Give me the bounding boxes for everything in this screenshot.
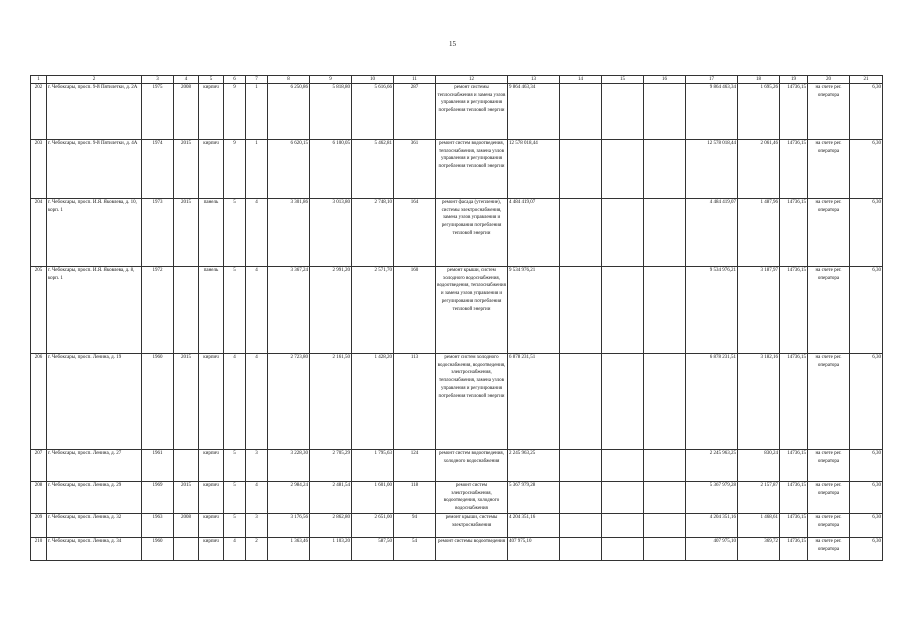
owned-area-cell: 2 571,70: [352, 267, 394, 354]
limit-cost-cell: 14736,15: [780, 267, 808, 354]
total-cost-cell: 6 878 231,51: [508, 354, 560, 450]
total-area-cell: 2 723,80: [268, 354, 310, 450]
residents-cell: 361: [394, 140, 436, 199]
col-number: 4: [174, 76, 199, 84]
floors-cell: 4: [224, 354, 246, 450]
wall-material-cell: кирпич: [199, 450, 224, 482]
funding-source-cell: на счете рег. оператора: [808, 354, 850, 450]
empty-cell: [644, 514, 686, 538]
term-cell: 6,30: [850, 267, 883, 354]
year-last-repair-cell: 2015: [174, 199, 199, 267]
wall-material-cell: кирпич: [199, 354, 224, 450]
year-built-cell: 1961: [142, 450, 174, 482]
row-number: 203: [31, 140, 47, 199]
owner-funds-cell: 9 864 463,34: [686, 84, 738, 140]
funding-source-cell: на счете рег. оператора: [808, 84, 850, 140]
table-row: [31, 538, 883, 561]
unit-cost-cell: 2 157,87: [738, 482, 780, 514]
works-cell: ремонт систем электроснабжения, водоотведения, холодного водоснабжения: [436, 482, 508, 514]
year-last-repair-cell: 2015: [174, 140, 199, 199]
year-built-cell: 1960: [142, 354, 174, 450]
floors-cell: 9: [224, 84, 246, 140]
empty-cell: [602, 199, 644, 267]
limit-cost-cell: 14736,15: [780, 538, 808, 561]
total-cost-cell: 12 578 018,44: [508, 140, 560, 199]
empty-cell: [560, 140, 602, 199]
owner-funds-cell: 12 578 018,44: [686, 140, 738, 199]
year-built-cell: 1975: [142, 84, 174, 140]
unit-cost-cell: 3 187,97: [738, 267, 780, 354]
year-last-repair-cell: [174, 450, 199, 482]
limit-cost-cell: 14736,15: [780, 199, 808, 267]
owned-area-cell: 1 601,00: [352, 482, 394, 514]
address-cell: г. Чебоксары, просп. Ленина, д. 34: [47, 538, 142, 561]
col-number: 21: [850, 76, 883, 84]
empty-cell: [560, 267, 602, 354]
residents-cell: 160: [394, 267, 436, 354]
entrances-cell: 2: [246, 538, 268, 561]
funding-source-cell: на счете рег. оператора: [808, 267, 850, 354]
empty-cell: [644, 450, 686, 482]
empty-cell: [560, 450, 602, 482]
year-last-repair-cell: [174, 267, 199, 354]
repair-program-table: [30, 75, 883, 561]
wall-material-cell: кирпич: [199, 140, 224, 199]
total-cost-cell: 9 534 976,21: [508, 267, 560, 354]
address-cell: г. Чебоксары, просп. И.Я. Яковлева, д. 8, корп. 1: [47, 267, 142, 354]
empty-cell: [644, 84, 686, 140]
total-area-cell: 6 620,15: [268, 140, 310, 199]
wall-material-cell: кирпич: [199, 514, 224, 538]
unit-cost-cell: 830,24: [738, 450, 780, 482]
year-built-cell: 1972: [142, 267, 174, 354]
owner-funds-cell: 6 878 231,51: [686, 354, 738, 450]
floors-cell: 5: [224, 199, 246, 267]
total-area-cell: 1 363,46: [268, 538, 310, 561]
empty-cell: [602, 450, 644, 482]
empty-cell: [602, 482, 644, 514]
total-area-cell: 3 228,30: [268, 450, 310, 482]
term-cell: 6,30: [850, 450, 883, 482]
address-cell: г. Чебоксары, просп. Ленина, д. 27: [47, 450, 142, 482]
term-cell: 6,30: [850, 538, 883, 561]
term-cell: 6,30: [850, 84, 883, 140]
owner-funds-cell: 9 534 976,21: [686, 267, 738, 354]
wall-material-cell: панель: [199, 267, 224, 354]
col-number: 12: [436, 76, 508, 84]
entrances-cell: 4: [246, 199, 268, 267]
residents-cell: 54: [394, 538, 436, 561]
page-number: 15: [449, 40, 456, 48]
col-number: 3: [142, 76, 174, 84]
works-cell: ремонт крыши, систем холодного водоснабжения, водоотведения, теплоснабжения и замена узлов управления и регулирования потребления тепловой энергии: [436, 267, 508, 354]
living-area-cell: 2 481,54: [310, 482, 352, 514]
address-cell: г. Чебоксары, просп. Ленина, д. 29: [47, 482, 142, 514]
total-area-cell: 6 250,86: [268, 84, 310, 140]
row-number: 204: [31, 199, 47, 267]
col-number: 7: [246, 76, 268, 84]
year-last-repair-cell: 2015: [174, 354, 199, 450]
empty-cell: [644, 199, 686, 267]
funding-source-cell: на счете рег. оператора: [808, 199, 850, 267]
owner-funds-cell: 4 484 419,07: [686, 199, 738, 267]
empty-cell: [560, 514, 602, 538]
term-cell: 6,30: [850, 140, 883, 199]
owned-area-cell: 2 651,00: [352, 514, 394, 538]
funding-source-cell: на счете рег. оператора: [808, 482, 850, 514]
row-number: 209: [31, 514, 47, 538]
col-number: 16: [644, 76, 686, 84]
term-cell: 6,30: [850, 354, 883, 450]
unit-cost-cell: 3 182,16: [738, 354, 780, 450]
col-number: 18: [738, 76, 780, 84]
table-row: [31, 482, 883, 514]
works-cell: ремонт фасада (утепление), системы электроснабжения, замена узлов управления и регулирования потребления тепловой энергии: [436, 199, 508, 267]
year-built-cell: 1960: [142, 538, 174, 561]
owned-area-cell: 1 795,63: [352, 450, 394, 482]
table-row: [31, 450, 883, 482]
col-number: 5: [199, 76, 224, 84]
col-number: 13: [508, 76, 560, 84]
empty-cell: [560, 84, 602, 140]
year-last-repair-cell: 2008: [174, 514, 199, 538]
living-area-cell: 1 103,20: [310, 538, 352, 561]
year-built-cell: 1973: [142, 199, 174, 267]
col-number: 9: [310, 76, 352, 84]
residents-cell: 287: [394, 84, 436, 140]
total-cost-cell: 5 367 979,28: [508, 482, 560, 514]
total-area-cell: 3 176,56: [268, 514, 310, 538]
row-number: 210: [31, 538, 47, 561]
col-number: 20: [808, 76, 850, 84]
table-row: [31, 267, 883, 354]
floors-cell: 5: [224, 514, 246, 538]
works-cell: ремонт систем водоотведения, холодного водоснабжения: [436, 450, 508, 482]
floors-cell: 5: [224, 267, 246, 354]
unit-cost-cell: 369,72: [738, 538, 780, 561]
residents-cell: 164: [394, 199, 436, 267]
wall-material-cell: панель: [199, 199, 224, 267]
owned-area-cell: 5 462,81: [352, 140, 394, 199]
works-cell: ремонт системы теплоснабжения и замена узлов управления и регулирования потребления тепловой энергии: [436, 84, 508, 140]
total-area-cell: 2 984,24: [268, 482, 310, 514]
empty-cell: [560, 482, 602, 514]
residents-cell: 94: [394, 514, 436, 538]
term-cell: 6,30: [850, 514, 883, 538]
table-row: [31, 199, 883, 267]
owned-area-cell: 2 748,10: [352, 199, 394, 267]
wall-material-cell: кирпич: [199, 482, 224, 514]
owner-funds-cell: 4 204 351,16: [686, 514, 738, 538]
total-cost-cell: 9 864 463,34: [508, 84, 560, 140]
empty-cell: [602, 267, 644, 354]
empty-cell: [602, 514, 644, 538]
col-number: 1: [31, 76, 47, 84]
empty-cell: [560, 199, 602, 267]
living-area-cell: 2 991,20: [310, 267, 352, 354]
owned-area-cell: 5 616,66: [352, 84, 394, 140]
entrances-cell: 4: [246, 354, 268, 450]
col-number: 11: [394, 76, 436, 84]
limit-cost-cell: 14736,15: [780, 84, 808, 140]
funding-source-cell: на счете рег. оператора: [808, 538, 850, 561]
owner-funds-cell: 2 245 963,25: [686, 450, 738, 482]
entrances-cell: 3: [246, 514, 268, 538]
col-number: 10: [352, 76, 394, 84]
row-number: 202: [31, 84, 47, 140]
living-area-cell: 3 013,80: [310, 199, 352, 267]
living-area-cell: 2 862,80: [310, 514, 352, 538]
residents-cell: 118: [394, 482, 436, 514]
year-built-cell: 1974: [142, 140, 174, 199]
address-cell: г. Чебоксары, просп. 9-й Пятилетки, д. 4А: [47, 140, 142, 199]
empty-cell: [644, 482, 686, 514]
row-number: 206: [31, 354, 47, 450]
address-cell: г. Чебоксары, просп. 9-й Пятилетки, д. 2А: [47, 84, 142, 140]
col-number: 6: [224, 76, 246, 84]
empty-cell: [602, 538, 644, 561]
funding-source-cell: на счете рег. оператора: [808, 450, 850, 482]
total-cost-cell: 4 204 351,16: [508, 514, 560, 538]
unit-cost-cell: 1 487,96: [738, 199, 780, 267]
entrances-cell: 1: [246, 84, 268, 140]
entrances-cell: 3: [246, 450, 268, 482]
wall-material-cell: кирпич: [199, 84, 224, 140]
col-number: 15: [602, 76, 644, 84]
total-area-cell: 3 367,24: [268, 267, 310, 354]
living-area-cell: 5 818,80: [310, 84, 352, 140]
works-cell: ремонт крыши, системы электроснабжения: [436, 514, 508, 538]
empty-cell: [602, 140, 644, 199]
living-area-cell: 6 100,05: [310, 140, 352, 199]
year-last-repair-cell: 2008: [174, 84, 199, 140]
living-area-cell: 2 161,50: [310, 354, 352, 450]
residents-cell: 113: [394, 354, 436, 450]
floors-cell: 4: [224, 538, 246, 561]
col-number: 19: [780, 76, 808, 84]
funding-source-cell: на счете рег. оператора: [808, 514, 850, 538]
floors-cell: 5: [224, 450, 246, 482]
empty-cell: [560, 538, 602, 561]
empty-cell: [560, 354, 602, 450]
address-cell: г. Чебоксары, просп. Ленина, д. 19: [47, 354, 142, 450]
table-row: [31, 354, 883, 450]
owner-funds-cell: 5 367 979,28: [686, 482, 738, 514]
col-number: 14: [560, 76, 602, 84]
empty-cell: [602, 354, 644, 450]
entrances-cell: 4: [246, 482, 268, 514]
unit-cost-cell: 1 695,26: [738, 84, 780, 140]
works-cell: ремонт систем холодного водоснабжения, водоотведения, электроснабжения, теплоснабжения, замена узлов управления и регулирования потребления тепловой энергии: [436, 354, 508, 450]
entrances-cell: 1: [246, 140, 268, 199]
funding-source-cell: на счете рег. оператора: [808, 140, 850, 199]
total-area-cell: 3 301,86: [268, 199, 310, 267]
limit-cost-cell: 14736,15: [780, 482, 808, 514]
limit-cost-cell: 14736,15: [780, 140, 808, 199]
wall-material-cell: кирпич: [199, 538, 224, 561]
total-cost-cell: 407 975,10: [508, 538, 560, 561]
unit-cost-cell: 1 468,61: [738, 514, 780, 538]
row-number: 207: [31, 450, 47, 482]
col-number: 17: [686, 76, 738, 84]
limit-cost-cell: 14736,15: [780, 514, 808, 538]
table-row: [31, 140, 883, 199]
address-cell: г. Чебоксары, просп. Ленина, д. 32: [47, 514, 142, 538]
empty-cell: [602, 84, 644, 140]
column-number-row: [31, 76, 883, 84]
works-cell: ремонт систем водоотведения, теплоснабжения, замена узлов управления и регулирования потребления тепловой энергии: [436, 140, 508, 199]
limit-cost-cell: 14736,15: [780, 354, 808, 450]
table-row: [31, 84, 883, 140]
total-cost-cell: 4 484 419,07: [508, 199, 560, 267]
address-cell: г. Чебоксары, просп. И.Я. Яковлева, д. 10, корп. 1: [47, 199, 142, 267]
row-number: 205: [31, 267, 47, 354]
table-row: [31, 514, 883, 538]
empty-cell: [644, 267, 686, 354]
col-number: 8: [268, 76, 310, 84]
floors-cell: 9: [224, 140, 246, 199]
empty-cell: [644, 538, 686, 561]
entrances-cell: 4: [246, 267, 268, 354]
floors-cell: 5: [224, 482, 246, 514]
residents-cell: 124: [394, 450, 436, 482]
owned-area-cell: 1 428,20: [352, 354, 394, 450]
year-built-cell: 1969: [142, 482, 174, 514]
total-cost-cell: 2 245 963,25: [508, 450, 560, 482]
year-last-repair-cell: [174, 538, 199, 561]
col-number: 2: [47, 76, 142, 84]
works-cell: ремонт системы водоотведения: [436, 538, 508, 561]
owned-area-cell: 587,50: [352, 538, 394, 561]
empty-cell: [644, 354, 686, 450]
term-cell: 6,30: [850, 482, 883, 514]
term-cell: 6,30: [850, 199, 883, 267]
row-number: 208: [31, 482, 47, 514]
living-area-cell: 2 705,29: [310, 450, 352, 482]
empty-cell: [644, 140, 686, 199]
year-last-repair-cell: 2015: [174, 482, 199, 514]
limit-cost-cell: 14736,15: [780, 450, 808, 482]
owner-funds-cell: 407 975,10: [686, 538, 738, 561]
unit-cost-cell: 2 061,46: [738, 140, 780, 199]
year-built-cell: 1963: [142, 514, 174, 538]
